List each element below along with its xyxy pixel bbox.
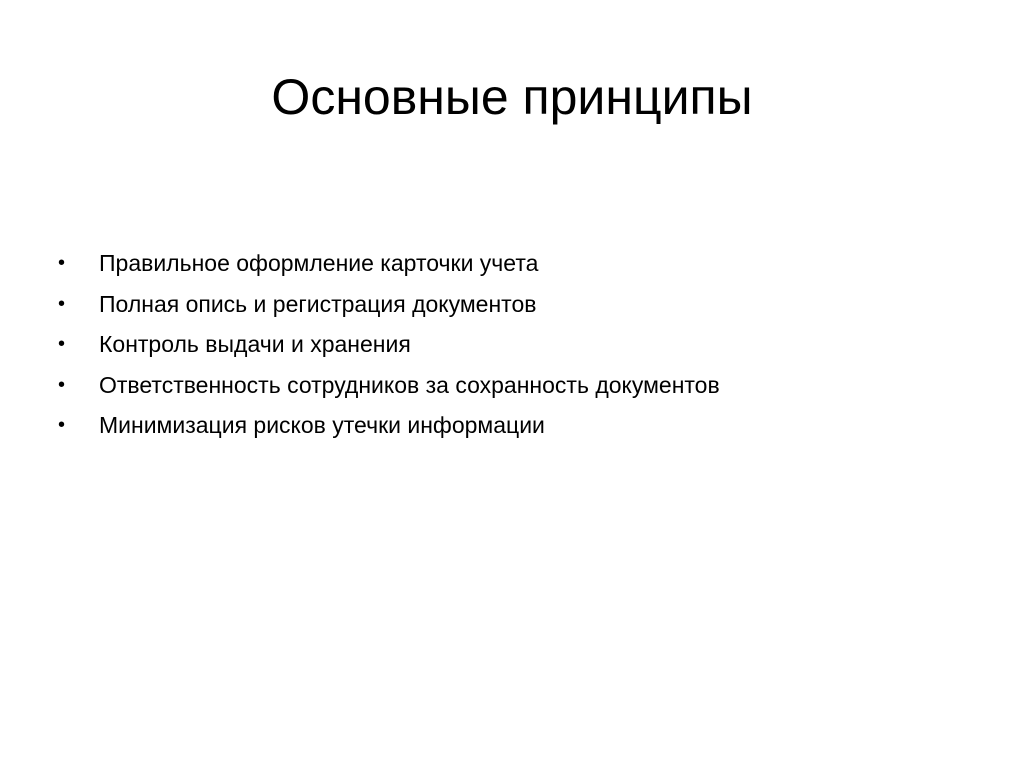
list-item-text: Минимизация рисков утечки информации (99, 412, 545, 438)
list-item (58, 324, 958, 365)
bullet-icon: • (58, 333, 66, 355)
bullet-icon: • (58, 252, 66, 274)
bullet-list (58, 243, 958, 446)
list-item-text: Ответственность сотрудников за сохранность документов (99, 371, 720, 398)
slide-title: Основные принципы (271, 69, 753, 125)
list-item (58, 243, 958, 284)
bullet-icon: • (58, 414, 66, 436)
list-item (58, 365, 958, 406)
list-item-text: Правильное оформление карточки учета (99, 250, 539, 276)
list-item (58, 284, 958, 325)
list-item-text: Контроль выдачи и хранения (99, 331, 411, 357)
list-item (58, 405, 958, 446)
bullet-icon: • (58, 292, 66, 315)
list-item-text: Полная опись и регистрация документов (99, 290, 537, 317)
bullet-icon: • (58, 373, 66, 396)
